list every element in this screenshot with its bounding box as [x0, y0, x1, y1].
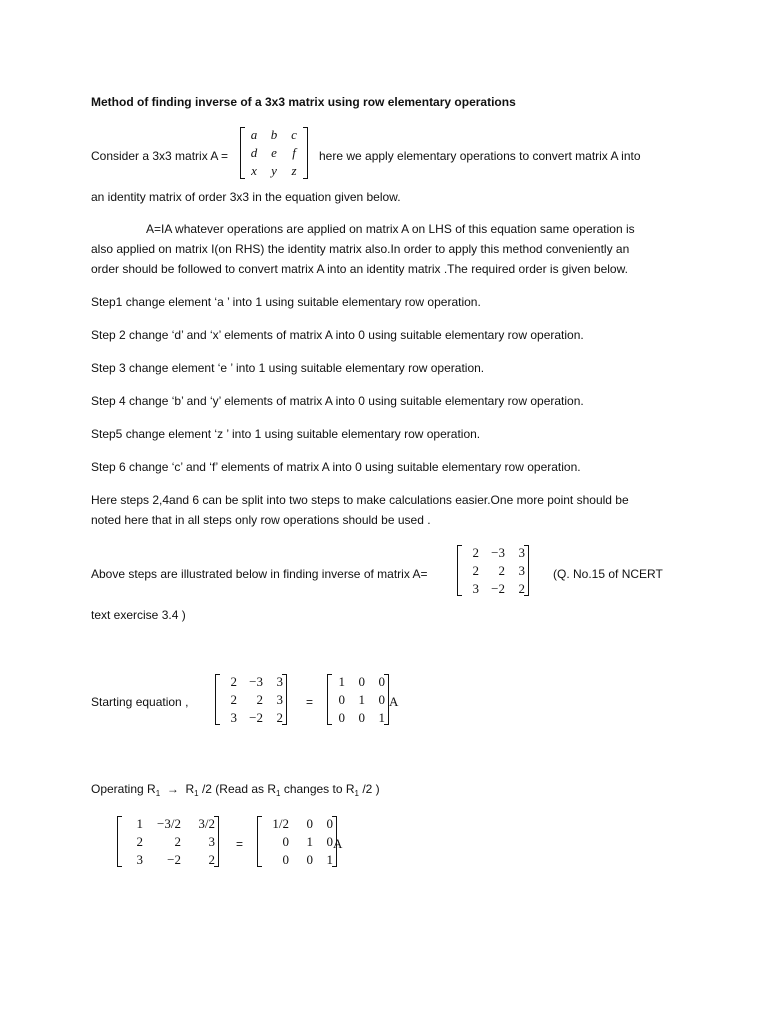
- matrix-cell: f: [292, 145, 296, 160]
- step-5: Step5 change element ‘z ’ into 1 using suitable elementary row operation.: [91, 427, 481, 441]
- matrix-cell: 2: [276, 710, 283, 725]
- op-sub: 1: [354, 789, 359, 798]
- matrix-cell: −3: [491, 545, 505, 560]
- matrix-cell: 3: [518, 563, 525, 578]
- matrix-cell: 0: [358, 710, 365, 725]
- consider-line2: an identity matrix of order 3x3 in the equation given below.: [91, 190, 401, 204]
- matrix-cell: 2: [498, 563, 505, 578]
- matrix-cell: −3/2: [157, 816, 181, 831]
- matrix-cell: −3: [249, 674, 263, 689]
- ia-line3: order should be followed to convert matrix A into an identity matrix .The required order is given below.: [91, 262, 628, 276]
- matrix-cell: d: [250, 145, 258, 160]
- illustration-text: Above steps are illustrated below in finding inverse of matrix A=: [91, 567, 428, 581]
- matrix-cell: 0: [306, 816, 313, 831]
- matrix-cell: 3: [518, 545, 525, 560]
- op-r: R: [185, 782, 195, 796]
- matrix-cell: 1: [306, 834, 313, 849]
- matrix-cell: z: [291, 163, 297, 178]
- op-prefix: Operating R: [91, 782, 156, 796]
- matrix-cell: 3: [276, 692, 283, 707]
- matrix-cell: 2: [174, 834, 181, 849]
- matrix-cell: a: [250, 127, 258, 142]
- ia-line2: also applied on matrix I(on RHS) the identity matrix also.In order to apply this method conveniently an: [91, 242, 630, 256]
- result-A: A: [333, 836, 343, 851]
- matrix-cell: 1: [338, 674, 345, 689]
- matrix-cell: x: [251, 163, 257, 178]
- ia-line1: A=IA whatever operations are applied on matrix A on LHS of this equation same operation is: [146, 222, 635, 236]
- matrix-A: [457, 545, 529, 596]
- identity-matrix: [327, 674, 389, 725]
- matrix-cell: 0: [378, 674, 385, 689]
- matrix-cell: 2: [230, 674, 237, 689]
- starting-A: A: [389, 694, 399, 709]
- matrix-cell: 2: [230, 692, 237, 707]
- matrix-cell: 0: [306, 852, 313, 867]
- op-sub: 1: [155, 789, 161, 798]
- matrix-cell: 2: [208, 852, 215, 867]
- matrix-cell: 0: [358, 674, 365, 689]
- step-1: Step1 change element ‘a ’ into 1 using suitable elementary row operation.: [91, 295, 481, 309]
- matrix-cell: 3: [472, 581, 479, 596]
- note-line1: Here steps 2,4and 6 can be split into two steps to make calculations easier.One more point should be: [91, 493, 629, 507]
- ncert-reference-line2: text exercise 3.4 ): [91, 608, 186, 622]
- matrix-abc: [240, 127, 308, 179]
- result-rhs-matrix: [257, 816, 337, 867]
- matrix-cell: y: [271, 163, 277, 178]
- matrix-cell: 2: [256, 692, 263, 707]
- matrix-cell: 2: [136, 834, 143, 849]
- op-end: /2 ): [362, 782, 380, 796]
- matrix-cell: 1: [378, 710, 385, 725]
- starting-lhs-matrix: [215, 674, 287, 725]
- step-4: Step 4 change ‘b’ and ‘y’ elements of matrix A into 0 using suitable elementary row operation.: [91, 394, 584, 408]
- step-3: Step 3 change element ‘e ’ into 1 using suitable elementary row operation.: [91, 361, 485, 375]
- page-title: Method of finding inverse of a 3x3 matrix using row elementary operations: [91, 95, 516, 109]
- op-mid: /2 (Read as R: [201, 782, 277, 796]
- matrix-cell: 0: [338, 710, 345, 725]
- consider-suffix: here we apply elementary operations to convert matrix A into: [319, 149, 641, 163]
- matrix-cell: 1/2: [272, 816, 289, 831]
- consider-prefix: Consider a 3x3 matrix A =: [91, 149, 229, 163]
- op-mid2: changes to R: [283, 782, 355, 796]
- note-line2: noted here that in all steps only row operations should be used .: [91, 513, 431, 527]
- step-2: Step 2 change ‘d’ and ‘x’ elements of matrix A into 0 using suitable elementary row operation.: [91, 328, 584, 342]
- matrix-cell: 0: [282, 834, 289, 849]
- matrix-cell: −2: [167, 852, 181, 867]
- matrix-cell: c: [291, 127, 297, 142]
- matrix-cell: 0: [338, 692, 345, 707]
- matrix-cell: e: [271, 145, 277, 160]
- matrix-cell: 3: [136, 852, 143, 867]
- matrix-cell: 1: [358, 692, 365, 707]
- starting-label: Starting equation ,: [91, 695, 189, 709]
- matrix-cell: 0: [326, 816, 333, 831]
- matrix-cell: 3/2: [198, 816, 215, 831]
- matrix-cell: 2: [472, 563, 479, 578]
- matrix-cell: 1: [136, 816, 143, 831]
- step-6: Step 6 change ‘c’ and ‘f’ elements of matrix A into 0 using suitable elementary row operation.: [91, 460, 581, 474]
- ncert-reference: (Q. No.15 of NCERT: [553, 567, 663, 581]
- matrix-cell: 3: [208, 834, 215, 849]
- matrix-cell: 0: [282, 852, 289, 867]
- arrow-icon: →: [166, 782, 179, 796]
- matrix-cell: 2: [472, 545, 479, 560]
- op-sub: 1: [194, 789, 199, 798]
- op-sub: 1: [276, 789, 281, 798]
- matrix-cell: b: [270, 127, 278, 142]
- matrix-cell: 0: [326, 834, 333, 849]
- matrix-cell: 3: [276, 674, 283, 689]
- matrix-cell: 3: [230, 710, 237, 725]
- matrix-cell: 0: [378, 692, 385, 707]
- matrix-cell: 2: [518, 581, 525, 596]
- starting-equals: =: [306, 695, 314, 709]
- result-equals: =: [236, 837, 244, 851]
- matrix-cell: −2: [491, 581, 505, 596]
- operating-line: [91, 782, 380, 796]
- matrix-cell: 1: [326, 852, 333, 867]
- result-lhs-matrix: [117, 816, 219, 867]
- matrix-cell: −2: [249, 710, 263, 725]
